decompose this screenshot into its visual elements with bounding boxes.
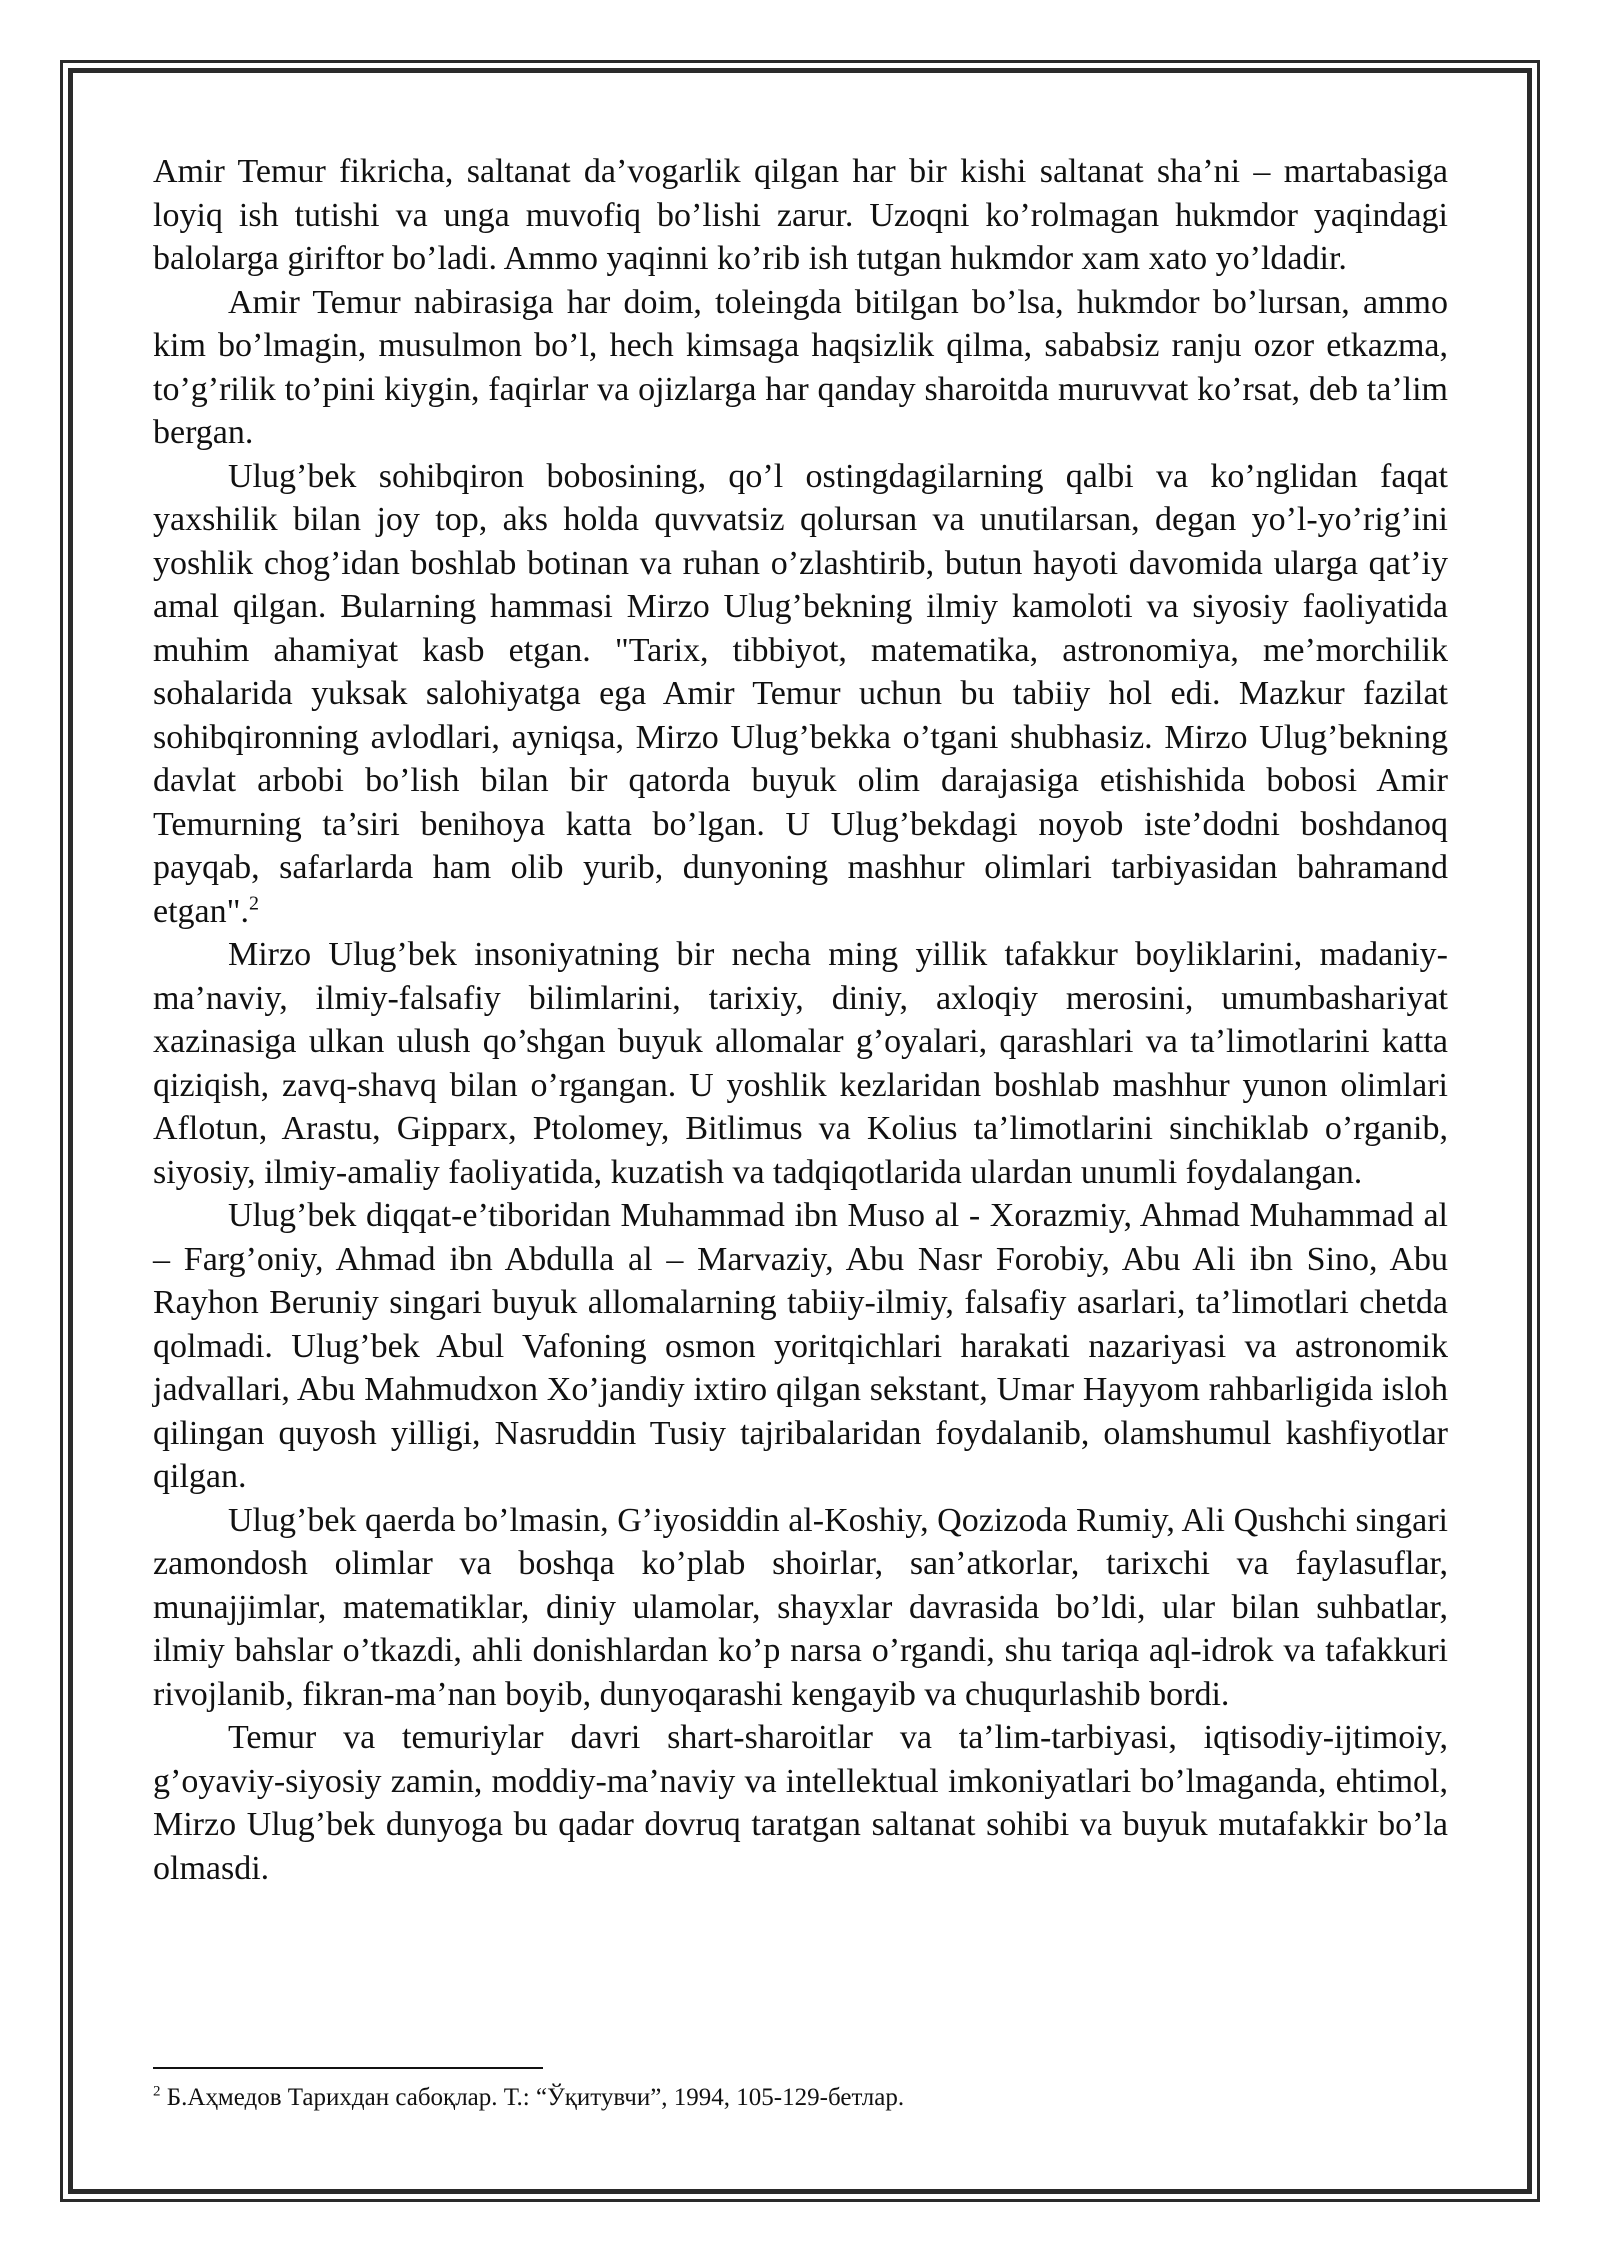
paragraph-text: Ulug’bek diqqat-e’tiboridan Muhammad ibn Muso al - Xorazmiy, Ahmad Muhammad al – Farg’oniy, Ahmad ibn Abdulla al – Marvaziy, Abu Nasr Forobiy, Abu Ali ibn Sino, Abu Rayhon Beruniy singari buyuk allomalarning tabiiy-ilmiy, falsafiy asarlari, ta’limotlari chetda qolmadi. Ulug’bek Abul Vafoning osmon yoritqichlari harakati nazariyasi va astronomik jadvallari, Abu Mahmudxon Xo’jandiy ixtiro qilgan sekstant, Umar Hayyom rahbarligida isloh qilingan quyosh yilligi, Nasruddin Tusiy tajribalaridan foydalanib, olamshumul kashfiyotlar qilgan. [153, 1197, 1448, 1495]
footnote-text: Б.Аҳмедов Тарихдан сабоқлар. Т.: “Ўқитувчи”, 1994, 105-129-бетлар. [166, 2084, 905, 2111]
paragraph-text: Amir Temur fikricha, saltanat da’vogarlik qilgan har bir kishi saltanat sha’ni – martabasiga loyiq ish tutishi va unga muvofiq bo’lishi zarur. Uzoqni ko’rolmagan hukmdor yaqindagi balolarga giriftor bo’ladi. Ammo yaqinni ko’rib ish tutgan hukmdor xam xato yo’ldadir. [153, 153, 1448, 277]
paragraph-2 [153, 281, 1448, 455]
paragraph-text: Mirzo Ulug’bek insoniyatning bir necha ming yillik tafakkur boyliklarini, madaniy-ma’naviy, ilmiy-falsafiy bilimlarini, tarixiy, diniy, axloqiy merosini, umumbashariyat xazinasiga ulkan ulush qo’shgan buyuk allomalar g’oyalari, qarashlari va ta’limotlarini katta qiziqish, zavq-shavq bilan o’rgangan. U yoshlik kezlaridan boshlab mashhur yunon olimlari Aflotun, Arastu, Gipparx, Ptolomey, Bitlimus va Kolius ta’limotlarini sinchiklab o’rganib, siyosiy, ilmiy-amaliy faoliyatida, kuzatish va tadqiqotlarida ulardan unumli foydalangan. [153, 936, 1448, 1191]
footnote [153, 2082, 1448, 2114]
paragraph-text: Ulug’bek qaerda bo’lmasin, G’iyosiddin al-Koshiy, Qozizoda Rumiy, Ali Qushchi singari zamondosh olimlar va boshqa ko’plab shoirlar, san’atkorlar, tarixchi va faylasuflar, munajjimlar, matematiklar, diniy ulamolar, shayxlar davrasida bo’ldi, ular bilan suhbatlar, ilmiy bahslar o’tkazdi, ahli donishlardan ko’p narsa o’rgandi, shu tariqa aql-idrok va tafakkuri rivojlanib, fikran-ma’nan boyib, dunyoqarashi kengayib va chuqurlashib bordi. [153, 1501, 1448, 1713]
document-body [153, 150, 1448, 1890]
paragraph-7 [153, 1716, 1448, 1890]
paragraph-3 [153, 455, 1448, 934]
paragraph-4 [153, 933, 1448, 1194]
paragraph-1 [153, 150, 1448, 281]
paragraph-text: Amir Temur nabirasiga har doim, toleingda bitilgan bo’lsa, hukmdor bo’lursan, ammo kim bo’lmagin, musulmon bo’l, hech kimsaga haqsizlik qilma, sababsiz ranju ozor etkazma, to’g’rilik to’pini kiygin, faqirlar va ojizlarga har qanday sharoitda muruvvat ko’rsat, deb ta’lim bergan. [153, 283, 1448, 451]
paragraph-5 [153, 1194, 1448, 1499]
footnote-marker: 2 [153, 2083, 161, 2100]
paragraph-text: Ulug’bek sohibqiron bobosining, qo’l ostingdagilarning qalbi va ko’nglidan faqat yaxshilik bilan joy top, aks holda quvvatsiz qolursan va unutilarsan, degan yo’l-yo’rig’ini yoshlik chog’idan boshlab botinan va ruhan o’zlashtirib, butun hayoti davomida ularga qat’iy amal qilgan. Bularning hammasi Mirzo Ulug’bekning ilmiy kamoloti va siyosiy faoliyatida muhim ahamiyat kasb etgan. "Tarix, tibbiyot, matematika, astronomiya, me’morchilik sohalarida yuksak salohiyatga ega Amir Temur uchun bu tabiiy hol edi. Mazkur fazilat sohibqironning avlodlari, ayniqsa, Mirzo Ulug’bekka o’tgani shubhasiz. Mirzo Ulug’bekning davlat arbobi bo’lish bilan bir qatorda buyuk olim darajasiga etishishida bobosi Amir Temurning ta’siri benihoya katta bo’lgan. U Ulug’bekdagi noyob iste’dodni boshdanoq payqab, safarlarda ham olib yurib, dunyoning mashhur olimlari tarbiyasidan bahramand etgan". [153, 457, 1448, 930]
paragraph-6 [153, 1499, 1448, 1717]
footnote-reference[interactable]: 2 [249, 892, 260, 915]
footnote-separator [153, 2067, 543, 2069]
paragraph-text: Temur va temuriylar davri shart-sharoitlar va ta’lim-tarbiyasi, iqtisodiy-ijtimoiy, g’oyaviy-siyosiy zamin, moddiy-ma’naviy va intellektual imkoniyatlari bo’lmaganda, ehtimol, Mirzo Ulug’bek dunyoga bu qadar dovruq taratgan saltanat sohibi va buyuk mutafakkir bo’la olmasdi. [153, 1719, 1448, 1887]
